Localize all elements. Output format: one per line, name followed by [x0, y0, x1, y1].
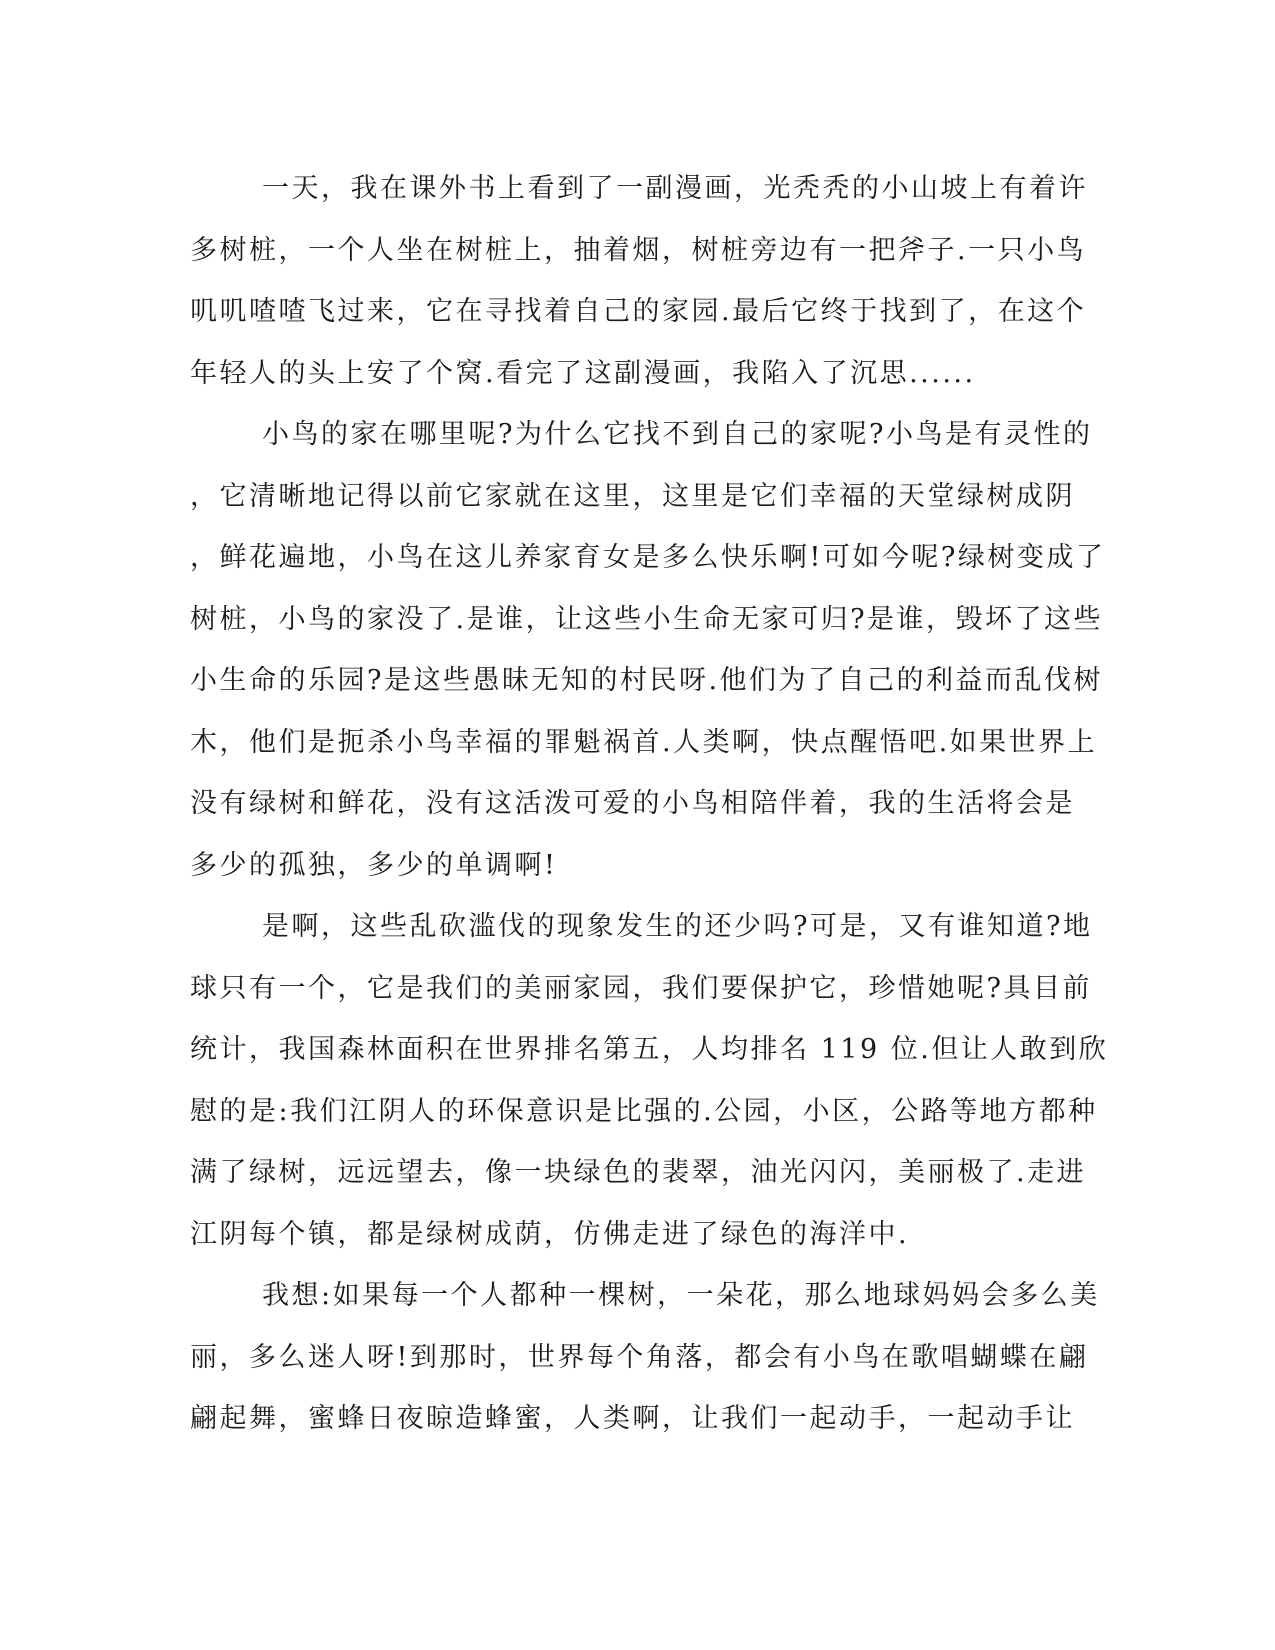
text-line: ，它清晰地记得以前它家就在这里，这里是它们幸福的天堂绿树成阴 — [190, 480, 1075, 512]
text-line: 慰的是:我们江阴人的环保意识是比强的.公园，小区，公路等地方都种 — [190, 1095, 1098, 1127]
text-line: 江阴每个镇，都是绿树成荫，仿佛走进了绿色的海洋中. — [190, 1218, 910, 1250]
text-line: 球只有一个，它是我们的美丽家园，我们要保护它，珍惜她呢?具目前 — [190, 972, 1092, 1004]
text-line: 小生命的乐园?是这些愚昧无知的村民呀.他们为了自己的利益而乱伐树 — [190, 665, 1104, 696]
paragraph-1 — [190, 158, 1090, 404]
text-line: 叽叽喳喳飞过来，它在寻找着自己的家园.最后它终于找到了，在这个 — [190, 296, 1087, 327]
text-line: 木，他们是扼杀小鸟幸福的罪魁祸首.人类啊，快点醒悟吧.如果世界上 — [190, 726, 1098, 758]
text-line: 翩起舞，蜜蜂日夜晾造蜂蜜，人类啊，让我们一起动手，一起动手让 — [190, 1403, 1075, 1434]
text-line: 统计，我国森林面积在世界排名第五，人均排名 119 位.但让人敢到欣 — [190, 1034, 1109, 1065]
text-line: 没有绿树和鲜花，没有这活泼可爱的小鸟相陪伴着，我的生活将会是 — [190, 788, 1075, 819]
text-line: 是啊，这些乱砍滥伐的现象发生的还少吗?可是，又有谁知道?地 — [262, 911, 1093, 942]
text-line: 我想:如果每一个人都种一棵树，一朵花，那么地球妈妈会多么美 — [262, 1280, 1100, 1311]
paragraph-3 — [190, 896, 1109, 1265]
text-line: 多树桩，一个人坐在树桩上，抽着烟，树桩旁边有一把斧子.一只小鸟 — [190, 234, 1087, 266]
text-line: 满了绿树，远远望去，像一块绿色的裴翠，油光闪闪，美丽极了.走进 — [190, 1157, 1087, 1188]
text-line: 多少的孤独，多少的单调啊! — [190, 849, 558, 881]
paragraph-4 — [190, 1265, 1100, 1450]
text-line: 丽，多么迷人呀!到那时，世界每个角落，都会有小鸟在歌唱蝴蝶在翩 — [190, 1341, 1089, 1373]
text-line: 一天，我在课外书上看到了一副漫画，光秃秃的小山坡上有着许 — [262, 173, 1088, 204]
text-line: 树桩，小鸟的家没了.是谁，让这些小生命无家可归?是谁，毁坏了这些 — [190, 603, 1104, 635]
article-body — [190, 158, 1109, 1450]
text-line: 小鸟的家在哪里呢?为什么它找不到自己的家呢?小鸟是有灵性的 — [262, 419, 1093, 450]
text-line: 年轻人的头上安了个窝.看完了这副漫画，我陷入了沉思...... — [190, 357, 976, 389]
paragraph-2 — [190, 404, 1106, 896]
text-line: ，鲜花遍地，小鸟在这儿养家育女是多么快乐啊!可如今呢?绿树变成了 — [190, 542, 1106, 573]
